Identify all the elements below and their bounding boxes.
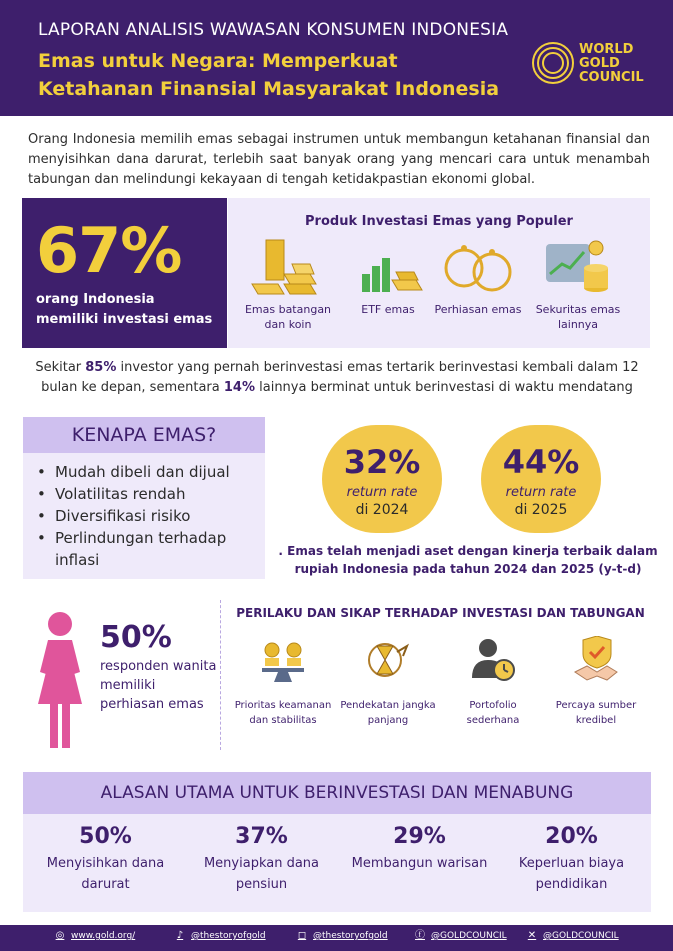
- securities-chart-icon: [538, 238, 618, 298]
- future-pct: 14%: [223, 380, 255, 395]
- globe-icon: ◎: [55, 930, 65, 941]
- report-kicker: LAPORAN ANALISIS WAWASAN KONSUMEN INDONESIA: [38, 20, 509, 40]
- behaviour-label: Prioritas keamanan dan stabilitas: [234, 700, 332, 726]
- tiktok-icon: ♪: [176, 930, 184, 941]
- reasons-heading: ALASAN UTAMA UNTUK BERINVESTASI DAN MENABUNG: [23, 772, 651, 814]
- list-item: • Volatilitas rendah: [37, 483, 259, 505]
- behaviour-item-longterm: [338, 636, 438, 728]
- list-item: • Mudah dibeli dan dijual: [37, 461, 259, 483]
- reason-label: Menyisihkan dana darurat: [46, 856, 165, 892]
- return-label: return rate: [346, 485, 418, 500]
- reason-item: [341, 824, 498, 874]
- performance-note: . Emas telah menjadi aset dengan kinerja terbaik dalam rupiah Indonesia pada tahun 2024 dan 2025 (y-t-d): [278, 544, 658, 576]
- return-2025-circle: [481, 425, 601, 533]
- footer-link-text[interactable]: www.gold.org/: [71, 931, 136, 941]
- etf-gold-icon: [348, 238, 428, 298]
- text-segment: investor yang pernah berinvestasi emas tertarik berinvestasi kembali dalam 12 bulan ke depan, sementara: [41, 360, 639, 395]
- reason-value: 20%: [545, 824, 598, 849]
- reinvest-statement: [22, 358, 652, 398]
- logo-rings-icon: [531, 41, 575, 85]
- list-item: • Perlindungan terhadap inflasi: [37, 527, 259, 571]
- handshake-shield-icon: [571, 636, 621, 684]
- woman-figure-icon: [30, 610, 90, 750]
- behaviour-label: Percaya sumber kredibel: [555, 700, 637, 726]
- behaviour-item-security: [233, 636, 333, 728]
- behaviour-item-portfolio: [443, 636, 543, 728]
- reason-value: 37%: [235, 824, 288, 849]
- investor-stat-value: 67%: [36, 214, 182, 287]
- reason-label: Keperluan biaya pendidikan: [518, 856, 625, 892]
- instagram-icon: ◻: [297, 930, 307, 941]
- product-label: ETF emas: [361, 303, 415, 316]
- intro-paragraph: Orang Indonesia memilih emas sebagai instrumen untuk membangun ketahanan finansial dan menyisihkan dana darurat, terlebih saat banyak orang yang mencari cara untuk menambah tabungan dan melindungi kekayaan di tengah ketidakpastian ekonomi global.: [28, 132, 650, 187]
- hourglass-money-icon: [363, 636, 413, 684]
- footer-link-website[interactable]: [54, 930, 135, 942]
- behaviour-label: Pendekatan jangka panjang: [340, 700, 436, 726]
- why-heading: KENAPA EMAS?: [23, 417, 265, 453]
- footer-link-tiktok[interactable]: [174, 930, 266, 942]
- person-clock-icon: [468, 636, 518, 684]
- return-value: 32%: [343, 443, 421, 481]
- behaviour-heading: PERILAKU DAN SIKAP TERHADAP INVESTASI DAN TABUNGAN: [236, 606, 645, 620]
- logo-line: COUNCIL: [579, 70, 644, 85]
- product-securities: [528, 238, 628, 332]
- investor-stat-label: orang Indonesia memiliki investasi emas: [36, 292, 213, 327]
- list-item: • Diversifikasi risiko: [37, 505, 259, 527]
- behaviour-label: Portofolio sederhana: [466, 700, 520, 726]
- products-title: Produk Investasi Emas yang Populer: [305, 214, 573, 229]
- why-gold-panel: [23, 417, 265, 579]
- return-2024-circle: [322, 425, 442, 533]
- reinvest-pct: 85%: [85, 360, 117, 375]
- reason-item: [493, 824, 650, 895]
- reason-item: [183, 824, 340, 895]
- footer-link-text[interactable]: @GOLDCOUNCIL: [543, 931, 619, 941]
- reason-label: Membangun warisan: [351, 856, 488, 871]
- why-list: [37, 461, 259, 571]
- return-label: return rate: [505, 485, 577, 500]
- header-banner: [0, 0, 673, 116]
- women-stat-value: 50%: [100, 620, 172, 655]
- x-icon: ✕: [527, 930, 537, 941]
- world-gold-council-logo: [531, 41, 661, 87]
- product-label: Sekuritas emas lainnya: [535, 303, 621, 331]
- product-etf: [338, 238, 438, 317]
- return-year: di 2024: [355, 502, 409, 518]
- scale-coins-icon: [258, 636, 308, 684]
- product-label: Emas batangan dan koin: [244, 303, 332, 331]
- product-jewelry: [428, 238, 528, 317]
- gold-bars-icon: [248, 238, 328, 298]
- earrings-icon: [438, 238, 518, 298]
- logo-line: WORLD: [579, 42, 634, 57]
- logo-line: GOLD: [579, 56, 620, 71]
- product-label: Perhiasan emas: [434, 303, 522, 316]
- reason-value: 50%: [79, 824, 132, 849]
- product-gold-bars: [238, 238, 338, 332]
- text-segment: Sekitar: [35, 360, 86, 375]
- footer-link-instagram[interactable]: [296, 930, 388, 942]
- footer-link-facebook[interactable]: [414, 930, 507, 942]
- reason-value: 29%: [393, 824, 446, 849]
- return-year: di 2025: [514, 502, 568, 518]
- text-segment: lainnya berminat untuk berinvestasi di waktu mendatang: [255, 380, 633, 395]
- women-stat-label: responden wanita memiliki perhiasan emas: [100, 659, 217, 712]
- section-divider: [220, 600, 221, 750]
- popular-products-panel: [228, 198, 650, 348]
- footer-bar: [0, 925, 673, 951]
- investor-stat-box: [22, 198, 227, 348]
- page-title: Emas untuk Negara: Memperkuat Ketahanan Finansial Masyarakat Indonesia: [38, 50, 500, 100]
- footer-link-x[interactable]: [526, 930, 619, 942]
- reasons-panel: [23, 772, 651, 912]
- return-value: 44%: [502, 443, 580, 481]
- facebook-icon: ⓕ: [415, 930, 425, 941]
- footer-link-text[interactable]: @thestoryofgold: [313, 931, 388, 941]
- reason-label: Menyiapkan dana pensiun: [203, 856, 320, 892]
- behaviour-item-trust: [546, 636, 646, 728]
- footer-link-text[interactable]: @thestoryofgold: [191, 931, 266, 941]
- footer-link-text[interactable]: @GOLDCOUNCIL: [431, 931, 507, 941]
- behaviour-panel: [228, 606, 653, 726]
- reason-item: [27, 824, 184, 895]
